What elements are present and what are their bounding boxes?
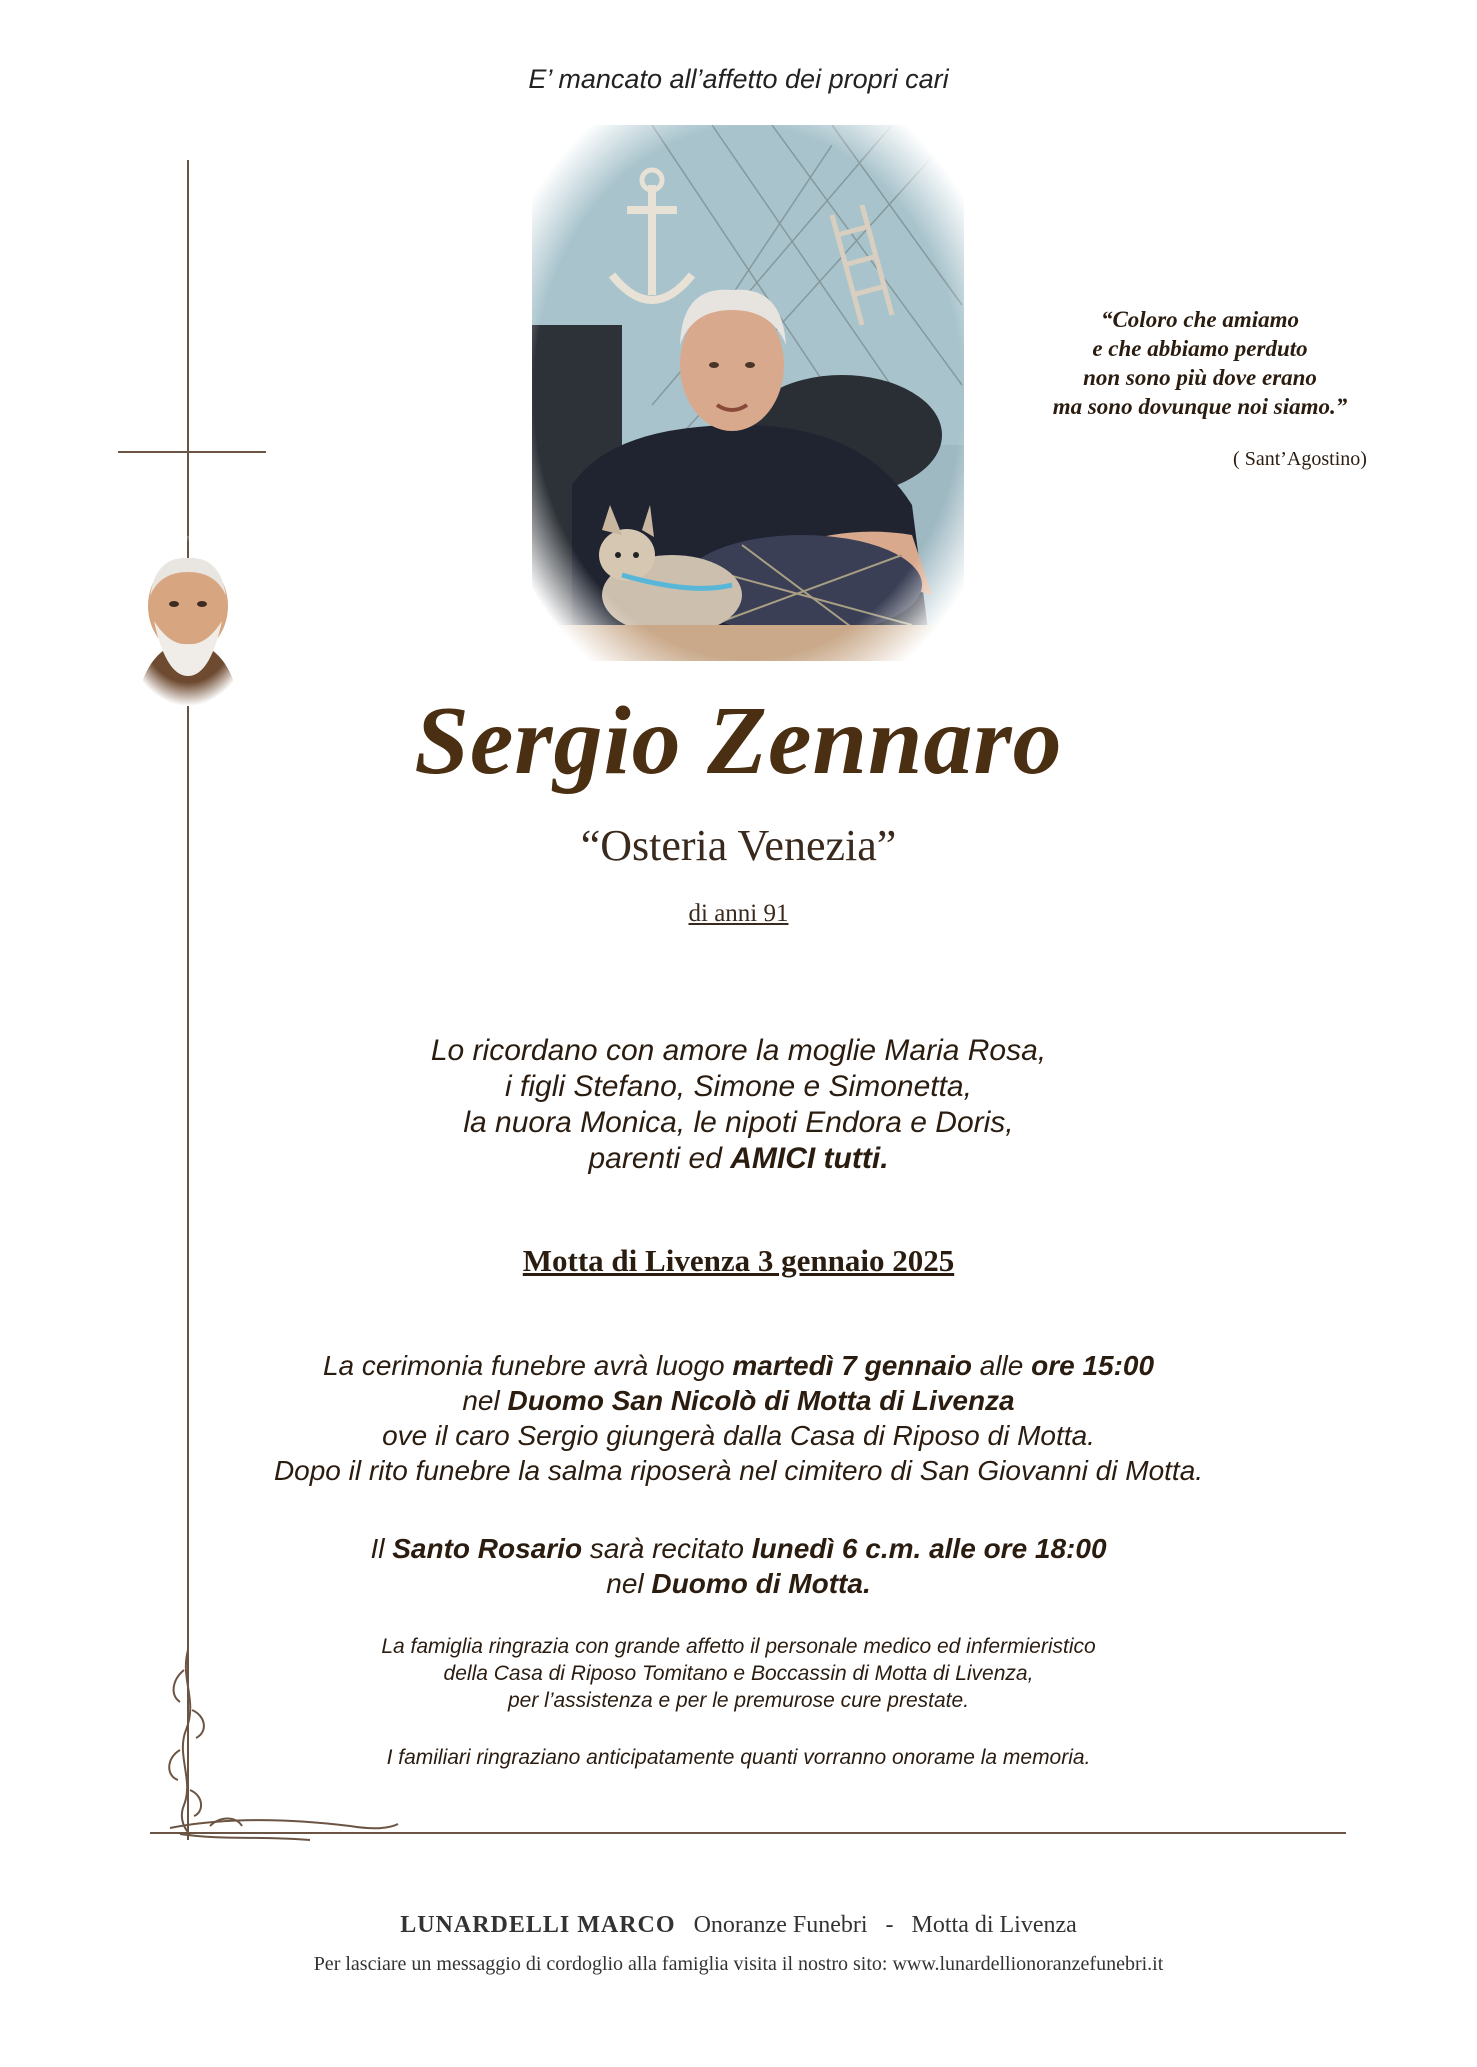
family-line: la nuora Monica, le nipoti Endora e Doris, [463, 1106, 1014, 1139]
condolence-message: Per lasciare un messaggio di cordoglio alla famiglia visita il nostro sito: www.lunardellionoranzefunebri.it [313, 1953, 1164, 1975]
family-text: parenti ed [588, 1142, 731, 1175]
ceremony-line [0, 1383, 1477, 1418]
ceremony-line: Dopo il rito funebre la salma riposerà nel cimitero di San Giovanni di Motta. [273, 1455, 1204, 1486]
rosary-datetime: lunedì 6 c.m. alle ore 18:00 [751, 1533, 1107, 1564]
ceremony-location: Duomo San Nicolò di Motta di Livenza [507, 1385, 1015, 1416]
footer-separator: - [885, 1912, 894, 1938]
ceremony-time: ore 15:00 [1031, 1350, 1155, 1381]
funeral-home-name: LUNARDELLI MARCO [400, 1912, 676, 1938]
cross-horizontal-bar [118, 451, 266, 453]
deceased-photo [532, 125, 964, 661]
quote-line: e che abbiamo perduto [1092, 336, 1308, 361]
rosary-details [0, 1531, 1477, 1601]
thanks-line: della Casa di Riposo Tomitano e Boccassin di Motta di Livenza, [443, 1662, 1034, 1685]
rosary-text: Il [370, 1533, 393, 1564]
thanks-line: per l’assistenza e per le premurose cure prestate. [507, 1689, 970, 1712]
rosary-text: sarà recitato [582, 1533, 752, 1564]
funeral-home-service: Onoranze Funebri [693, 1912, 868, 1938]
rosary-text: nel [606, 1568, 652, 1599]
ceremony-text: La cerimonia funebre avrà luogo [322, 1350, 733, 1381]
ceremony-details [0, 1348, 1477, 1488]
quote-author: ( Sant’Agostino) [1233, 448, 1367, 470]
quote-block [1040, 305, 1360, 421]
ceremony-line [0, 1348, 1477, 1383]
intro-text: E’ mancato all’affetto dei propri cari [528, 64, 949, 94]
ceremony-text: nel [462, 1385, 508, 1416]
rosary-location: Duomo di Motta. [651, 1568, 871, 1599]
family-announcement [0, 1033, 1477, 1177]
deceased-name: Sergio Zennaro [414, 687, 1063, 795]
rosary-title: Santo Rosario [392, 1533, 583, 1564]
thanks-line: La famiglia ringrazia con grande affetto il personale medico ed infermieristico [381, 1635, 1096, 1658]
place-date: Motta di Livenza 3 gennaio 2025 [522, 1243, 955, 1278]
thanks-message [0, 1633, 1477, 1714]
quote-line: “Coloro che amiamo [1100, 307, 1300, 332]
family-line [0, 1141, 1477, 1177]
family-line: i figli Stefano, Simone e Simonetta, [505, 1070, 972, 1103]
deceased-age: di anni 91 [688, 900, 789, 927]
rosary-line [0, 1531, 1477, 1566]
rosary-line [0, 1566, 1477, 1601]
deceased-nickname: “Osteria Venezia” [580, 821, 897, 870]
ceremony-date: martedì 7 gennaio [732, 1350, 972, 1381]
ceremony-line: ove il caro Sergio giungerà dalla Casa di Riposo di Motta. [382, 1420, 1095, 1451]
quote-line: ma sono dovunque noi siamo.” [1052, 394, 1348, 419]
family-line: Lo ricordano con amore la moglie Maria Rosa, [430, 1034, 1047, 1067]
funeral-home-town: Motta di Livenza [911, 1912, 1077, 1938]
quote-line: non sono più dove erano [1083, 365, 1317, 390]
funeral-home-line [0, 1912, 1477, 1939]
saint-portrait [126, 536, 250, 706]
ceremony-text: alle [971, 1350, 1032, 1381]
family-friends-emphasis: AMICI tutti. [730, 1142, 889, 1175]
advance-thanks: I familiari ringraziano anticipatamente quanti vorranno onorame la memoria. [386, 1746, 1091, 1769]
